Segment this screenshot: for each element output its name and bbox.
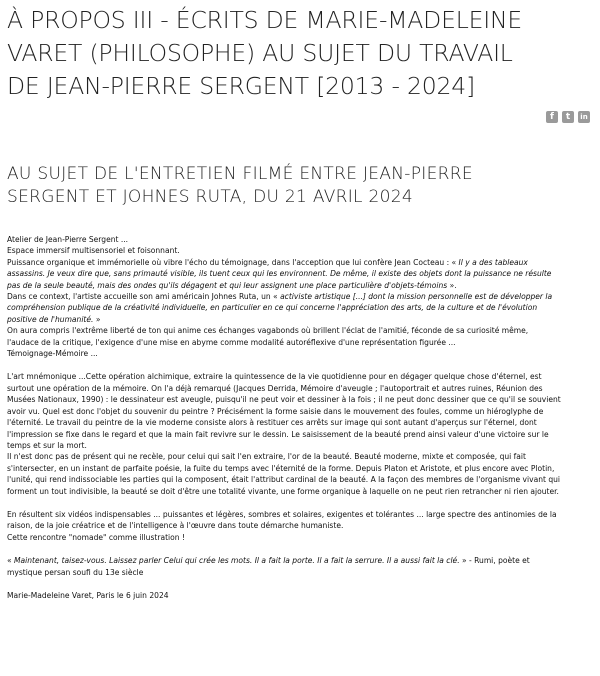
text-line: s'intersecter, en un instant de parfaite poésie, la fuite du temps avec l'éternité de la forme. Depuis Platon et Aristote, et plus encore avec Plotin,	[7, 463, 555, 473]
quote-text: activiste artistique [...] dont la mission personnelle est de développer la	[280, 292, 553, 302]
facebook-icon[interactable]: f	[546, 111, 558, 123]
text-line: l'audace de la critique, l'exigence d'une mise en abyme comme modalité autoréflexive d'une représentation figurée ...	[7, 337, 456, 347]
share-bar	[546, 111, 590, 123]
text-span: Puissance organique et immémorielle où vibre l'écho du témoignage, dans l'acception que lui confère Jean Cocteau : «	[7, 257, 459, 267]
quote-text: positive de l'humanité.	[7, 314, 94, 324]
text-line: Cette rencontre "nomade" comme illustration !	[7, 532, 185, 542]
text-line	[7, 268, 595, 279]
quote-text: pas de la seule beauté, mais des ondes qu'ils dégagent et qui leur assignent une place particulière d'objets-témoins	[7, 280, 448, 290]
text-span: «	[7, 556, 15, 566]
quote-text: Il y a des tableaux	[458, 257, 528, 267]
text-line: raison, de la joie créatrice et de l'intelligence à l'œuvre dans toute démarche humaniste.	[7, 521, 344, 531]
text-line: Il n'est donc pas de présent qui ne recèle, pour celui qui sait l'en extraire, l'or de la beauté. Beauté moderne, mixte et composée, qui fait	[7, 452, 526, 462]
twitter-icon[interactable]: t	[562, 111, 574, 123]
quote-text: compréhension publique de la créativité individuelle, en particulier en ce qui concerne l'appréciation des arts, de la culture et de l'évolution	[7, 303, 538, 313]
section-title-line: SERGENT ET JOHNES RUTA, DU 21 AVRIL 2024	[7, 187, 413, 207]
text-line: Espace immersif multisensoriel et foisonnant.	[7, 246, 180, 256]
section-title-line: AU SUJET DE L'ENTRETIEN FILMÉ ENTRE JEAN-PIERRE	[7, 164, 473, 184]
text-line	[7, 291, 595, 302]
text-span: » - Rumi, poète et	[459, 556, 530, 566]
article-body	[7, 234, 595, 601]
text-span: »	[93, 314, 101, 324]
text-line: surtout une opération de la mémoire. On l'a déjà remarqué (Jacques Derrida, Mémoire d'aveugle ; l'autoportrait et autres ruines, Réunion des	[7, 383, 543, 393]
page-title-line: DE JEAN-PIERRE SERGENT [2013 - 2024]	[7, 72, 475, 100]
text-line: forment un tout indivisible, la beauté se doit d'être une totalité vivante, une forme organique à laquelle on ne peut rien retrancher ni rien ajouter.	[7, 486, 559, 496]
text-line	[7, 302, 595, 313]
text-line: On aura compris l'extrême liberté de ton qui anime ces échanges vagabonds où brillent l'éclat de l'amitié, féconde de sa curiosité même,	[7, 326, 529, 336]
text-line	[7, 555, 595, 566]
signature-line: Marie-Madeleine Varet, Paris le 6 juin 2024	[7, 590, 169, 600]
text-line: avoir vu. Quel est donc l'objet du souvenir du peintre ? Précisément la forme saisie dans le mouvement des foules, comme un hiéroglyphe de	[7, 406, 544, 416]
text-line: mystique persan soufi du 13e siècle	[7, 567, 144, 577]
linkedin-icon[interactable]: in	[578, 111, 590, 123]
page-title-line: À PROPOS III - ÉCRITS DE MARIE-MADELEINE	[7, 6, 523, 34]
text-line	[7, 257, 595, 268]
text-line: En résultent six vidéos indispensables ... puissantes et légères, sombres et solaires, exigentes et tolérantes ... large spectre des antinomies de la	[7, 509, 557, 519]
text-line	[7, 314, 595, 325]
text-line: l'unité, qui rend indissociable les parties qui la composent, était l'attribut cardinal de la beauté. A la façon des membres de l'organisme vivant qui	[7, 475, 561, 485]
section-title	[7, 163, 597, 209]
text-line: Atelier de Jean-Pierre Sergent ...	[7, 235, 129, 244]
page-title	[7, 4, 597, 103]
quote-text: assassins. Je veux dire que, sans primauté visible, ils tuent ceux qui les environnent. De même, il existe des objets dont la puissance ne résulte	[7, 269, 552, 279]
text-span: ».	[447, 280, 457, 290]
text-line: l'impression se fixe dans le regard et que la main fait revivre sur le dessin. Le saisissement de la beauté prend ainsi valeur d'une victoire sur le	[7, 429, 549, 439]
text-line: L'art mnémonique ...Cette opération alchimique, extraire la quintessence de la vie quotidienne pour en dégager quelque chose d'éternel, est	[7, 372, 542, 382]
text-line: Musées Nationaux, 1990) : le dessinateur est aveugle, puisqu'il ne peut voir et dessiner à la fois ; il ne peut donc dessiner que ce qu'il se souvient	[7, 395, 561, 405]
page-title-line: VARET (PHILOSOPHE) AU SUJET DU TRAVAIL	[7, 39, 513, 67]
text-span: Dans ce context, l'artiste accueille son ami américain Johnes Ruta, un «	[7, 292, 281, 302]
text-line	[7, 280, 595, 291]
text-line: l'éternité. Le travail du peintre de la vie moderne consiste alors à restituer ces arrêts sur image qui sont autant d'aperçus sur l'éternel, dont	[7, 418, 537, 428]
quote-text: Maintenant, taisez-vous. Laissez parler Celui qui crée les mots. Il a fait la porte. Il a fait la serrure. Il a aussi fait la clé.	[14, 556, 460, 566]
text-line: temps et sur la mort.	[7, 440, 87, 450]
text-line: Témoignage-Mémoire ...	[7, 349, 98, 359]
